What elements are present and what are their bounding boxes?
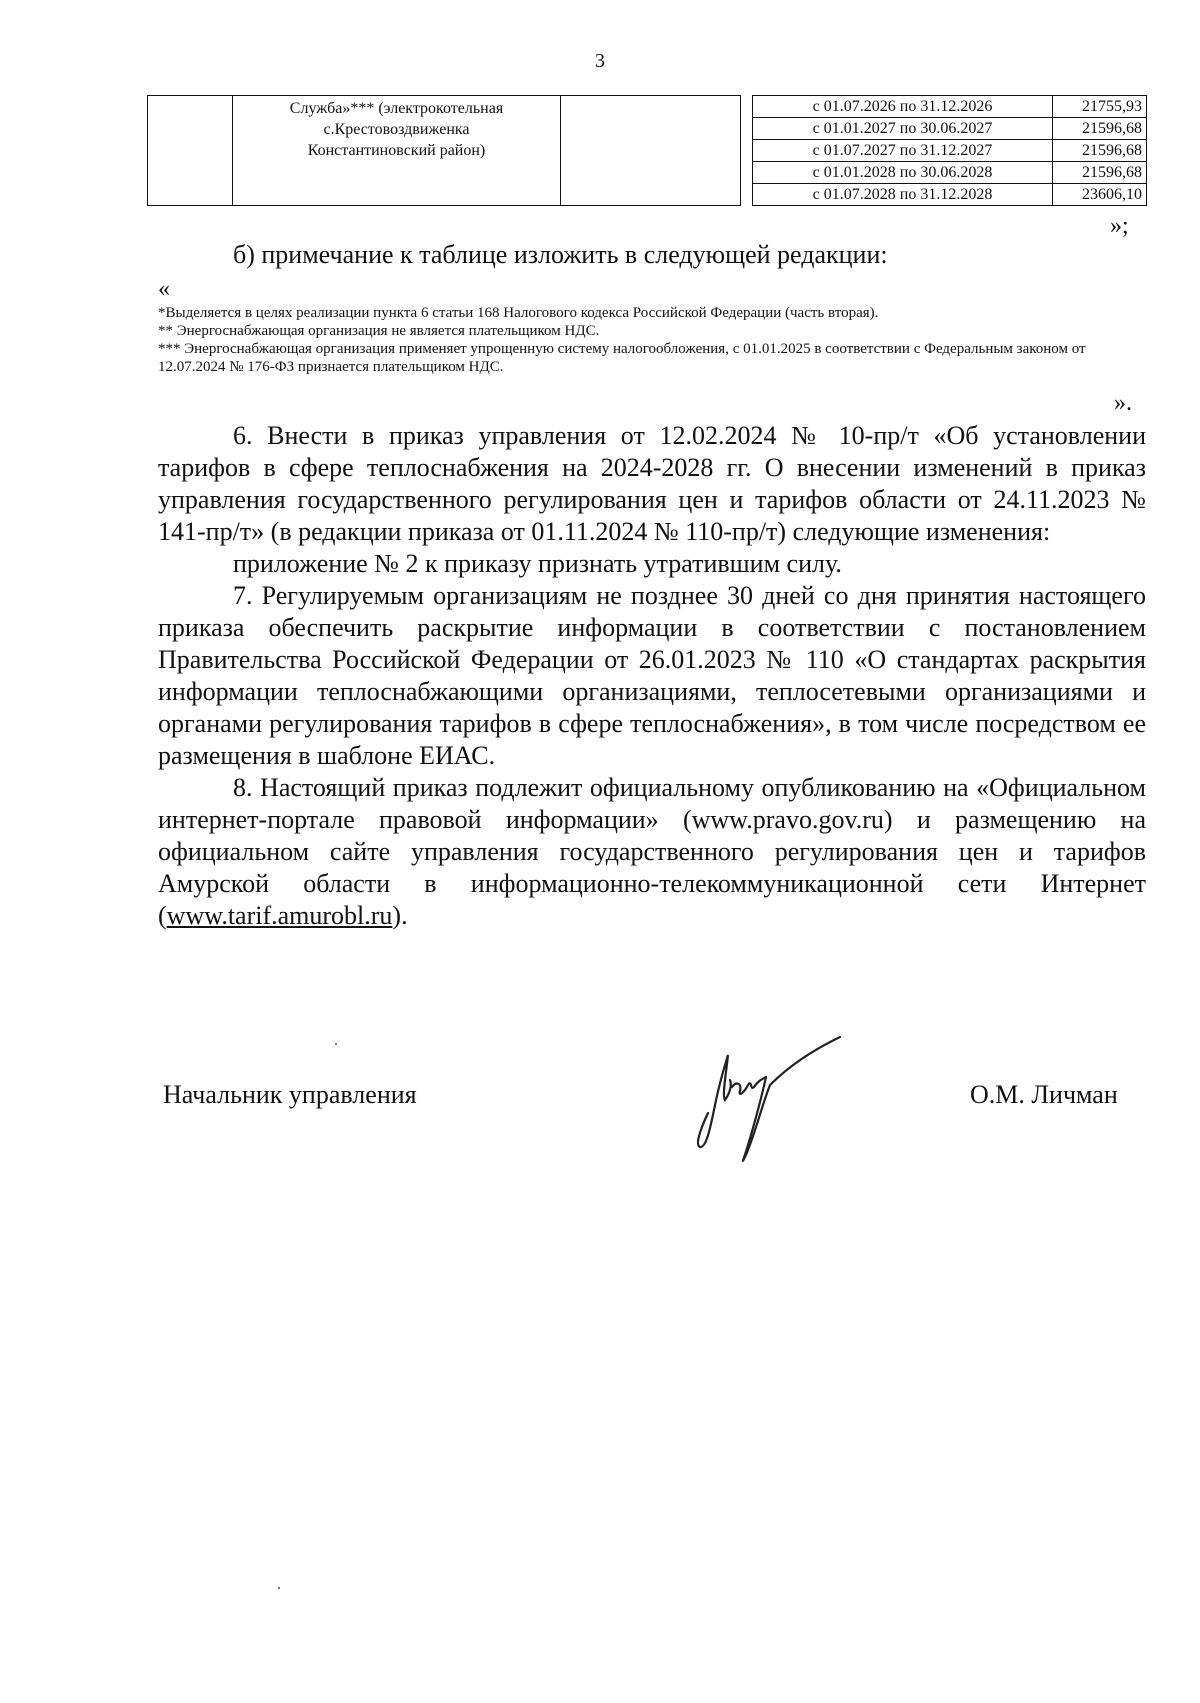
tariff-value-cell: 21596,68 bbox=[1053, 162, 1147, 184]
note-1: *Выделяется в целях реализации пункта 6 статьи 168 Налогового кодекса Российской Федерации (часть вторая). bbox=[158, 305, 879, 321]
org-line: Служба»*** (электрокотельная bbox=[289, 100, 504, 117]
scan-speck bbox=[335, 1043, 337, 1045]
gap-cell bbox=[741, 96, 753, 206]
paragraph-6: 6. Внести в приказ управления от 12.02.2024 № 10-пр/т «Об установлении тарифов в сфере теплоснабжения на 2024-2028 гг. О внесении изменений в приказ управления государственного регулирования цен и тарифов области от 24.11.2023 № 141-пр/т» (в редакции приказа от 01.11.2024 № 110-пр/т) следующие изменения: bbox=[158, 421, 1146, 546]
empty-cell bbox=[561, 96, 741, 206]
period-cell: с 01.07.2026 по 31.12.2026 bbox=[753, 96, 1053, 118]
paragraph-6-item: приложение № 2 к приказу признать утратившим силу. bbox=[233, 549, 842, 578]
org-line: Константиновский район) bbox=[307, 142, 486, 159]
period-cell: с 01.07.2028 по 31.12.2028 bbox=[753, 184, 1053, 206]
note-3: *** Энергоснабжающая организация применяет упрощенную систему налогообложения, с 01.01.2025 в соответствии с Федеральным законом от 12.07.2024 № 176-ФЗ признается плательщиком НДС. bbox=[158, 341, 1086, 375]
period-cell: с 01.01.2027 по 30.06.2027 bbox=[753, 118, 1053, 140]
tariff-value-cell: 21596,68 bbox=[1053, 118, 1147, 140]
note-2: ** Энергоснабжающая организация не является плательщиком НДС. bbox=[158, 323, 600, 339]
scan-speck bbox=[278, 1587, 280, 1589]
page-number: 3 bbox=[595, 50, 605, 72]
period-cell: с 01.07.2027 по 31.12.2027 bbox=[753, 140, 1053, 162]
closing-quote: ». bbox=[1114, 390, 1132, 416]
body-text bbox=[158, 420, 1146, 932]
paragraph-8-text: 8. Настоящий приказ подлежит официальному опубликованию на «Официальном интернет-портале правовой информации» (www.pravo.gov.ru) и размещению на официальном сайте управления государственного регулирования цен и тарифов Амурской области в информационно-телекоммуникационной сети Интернет ( bbox=[158, 773, 1146, 930]
subheading: б) примечание к таблице изложить в следующей редакции: bbox=[233, 240, 888, 269]
paragraph-8-end: ). bbox=[392, 901, 408, 930]
paragraph-7: 7. Регулируемым организациям не позднее 30 дней со дня принятия настоящего приказа обеспечить раскрытие информации в соответствии с постановлением Правительства Российской Федерации от 26.01.2023 № 110 «О стандартах раскрытия информации теплоснабжающими организациями, теплосетевыми организациями и органами регулирования тарифов в сфере теплоснабжения», в том числе посредством ее размещения в шаблоне ЕИАС. bbox=[158, 581, 1146, 770]
table-notes bbox=[158, 304, 1148, 376]
paragraph-8 bbox=[158, 772, 1146, 932]
tariff-value-cell: 21596,68 bbox=[1053, 140, 1147, 162]
organization-cell bbox=[233, 96, 561, 206]
tariff-value-cell: 21755,93 bbox=[1053, 96, 1147, 118]
tariff-value-cell: 23606,10 bbox=[1053, 184, 1147, 206]
tariff-table bbox=[147, 95, 1147, 206]
org-line: с.Крестовоздвиженка bbox=[323, 121, 470, 138]
handwritten-signature-icon bbox=[670, 1035, 870, 1175]
website-link[interactable]: www.tarif.amurobl.ru bbox=[166, 901, 393, 930]
signatory-name: О.М. Личман bbox=[970, 1080, 1118, 1109]
number-cell bbox=[148, 96, 233, 206]
signatory-title: Начальник управления bbox=[163, 1080, 417, 1109]
period-cell: с 01.01.2028 по 30.06.2028 bbox=[753, 162, 1053, 184]
opening-quote: « bbox=[158, 276, 170, 302]
closing-quote: »; bbox=[1110, 213, 1129, 239]
table-row bbox=[148, 96, 1147, 118]
